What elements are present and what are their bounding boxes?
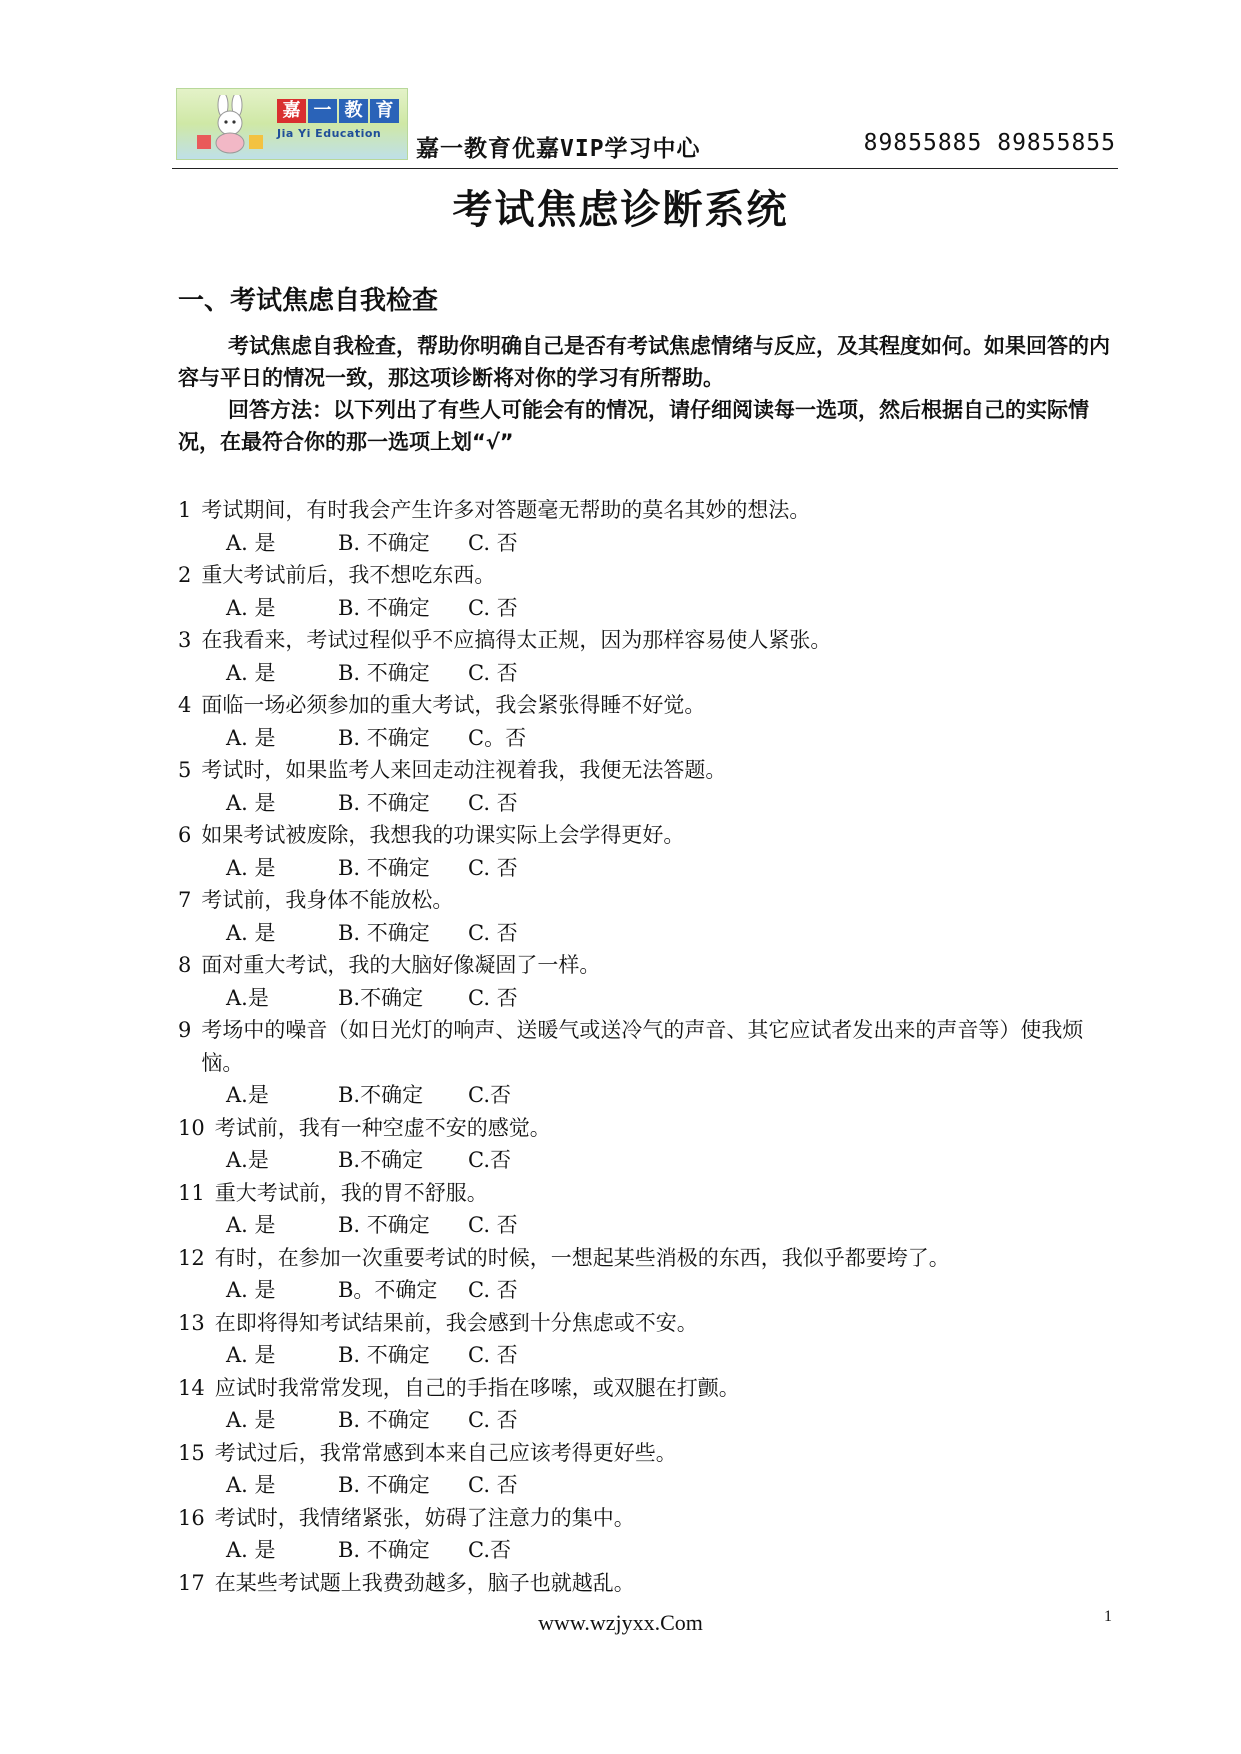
question-text: 考试前，我身体不能放松。 — [201, 888, 454, 912]
question-line — [178, 559, 1124, 592]
question-item — [178, 1242, 1124, 1307]
option-b[interactable]: B.不确定 — [338, 985, 424, 1010]
question-text: 面临一场必须参加的重大考试，我会紧张得睡不好觉。 — [201, 693, 706, 717]
option-a[interactable]: A. 是 — [226, 790, 276, 815]
question-number: 1 — [178, 498, 192, 522]
option-c[interactable]: C. 否 — [468, 530, 518, 555]
answer-options — [178, 1404, 1124, 1437]
question-item — [178, 949, 1124, 1014]
option-b[interactable]: B. 不确定 — [338, 920, 430, 945]
option-c[interactable]: C. 否 — [468, 595, 518, 620]
option-b[interactable]: B. 不确定 — [338, 595, 430, 620]
question-line — [178, 1112, 1124, 1145]
page-number: 1 — [1104, 1608, 1112, 1625]
option-b[interactable]: B。不确定 — [338, 1278, 438, 1302]
question-item — [178, 1437, 1124, 1502]
question-text: 在即将得知考试结果前，我会感到十分焦虑或不安。 — [214, 1310, 698, 1335]
option-a[interactable]: A. 是 — [226, 1213, 276, 1237]
question-list — [178, 494, 1124, 1599]
option-b[interactable]: B. 不确定 — [338, 1473, 430, 1497]
question-item — [178, 819, 1124, 884]
question-text: 重大考试前，我的胃不舒服。 — [214, 1180, 488, 1205]
question-item — [178, 884, 1124, 949]
answer-options — [178, 1144, 1124, 1177]
option-b[interactable]: B. 不确定 — [338, 1343, 430, 1367]
answer-options — [178, 722, 1124, 755]
option-a[interactable]: A. 是 — [226, 920, 276, 945]
question-number: 2 — [178, 563, 192, 587]
answer-options — [178, 527, 1124, 560]
question-line — [178, 1014, 1124, 1079]
question-item — [178, 624, 1124, 689]
question-text: 考试期间，有时我会产生许多对答题毫无帮助的莫名其妙的想法。 — [201, 498, 811, 522]
answer-options — [178, 1079, 1124, 1112]
answer-options — [178, 1209, 1124, 1242]
answer-options — [178, 1274, 1124, 1307]
question-text: 应试时我常常发现，自己的手指在哆嗦，或双腿在打颤。 — [214, 1375, 740, 1400]
option-c[interactable]: C. 否 — [468, 855, 518, 880]
question-text: 考场中的噪音（如日光灯的响声、送暖气或送冷气的声音、其它应试者发出来的声音等）使我烦恼。 — [201, 1018, 1084, 1075]
question-line — [178, 1567, 1124, 1600]
question-text: 如果考试被废除，我想我的功课实际上会学得更好。 — [201, 823, 685, 847]
question-line — [178, 689, 1124, 722]
question-number: 16 — [178, 1505, 205, 1530]
question-number: 4 — [178, 693, 192, 717]
answer-options — [178, 592, 1124, 625]
question-number: 6 — [178, 823, 192, 847]
logo-subtitle: Jia Yi Education — [277, 127, 382, 140]
option-c[interactable]: C. 否 — [468, 985, 518, 1010]
center-name: 嘉一教育优嘉VIP学习中心 — [416, 136, 701, 162]
question-line — [178, 819, 1124, 852]
option-a[interactable]: A. 是 — [226, 595, 276, 620]
question-line — [178, 1307, 1124, 1340]
option-b[interactable]: B.不确定 — [338, 1083, 424, 1107]
option-c[interactable]: C.否 — [468, 1538, 511, 1562]
question-item — [178, 1014, 1124, 1112]
option-a[interactable]: A. 是 — [226, 1343, 276, 1367]
option-a[interactable]: A. 是 — [226, 1473, 276, 1497]
option-c[interactable]: C. 否 — [468, 920, 518, 945]
intro-text — [178, 330, 1118, 458]
question-item — [178, 1307, 1124, 1372]
option-b[interactable]: B. 不确定 — [338, 1213, 430, 1237]
question-text: 有时，在参加一次重要考试的时候，一想起某些消极的东西，我似乎都要垮了。 — [214, 1245, 950, 1270]
option-a[interactable]: A. 是 — [226, 660, 276, 685]
option-b[interactable]: B. 不确定 — [338, 530, 430, 555]
option-b[interactable]: B. 不确定 — [338, 1408, 430, 1432]
option-a[interactable]: A.是 — [226, 985, 269, 1010]
option-c[interactable]: C. 否 — [468, 1213, 518, 1237]
question-line — [178, 1177, 1124, 1210]
answer-options — [178, 1534, 1124, 1567]
option-a[interactable]: A. 是 — [226, 1408, 276, 1432]
option-b[interactable]: B. 不确定 — [338, 1538, 430, 1562]
question-number: 7 — [178, 888, 192, 912]
option-a[interactable]: A.是 — [226, 1148, 269, 1172]
question-item — [178, 1177, 1124, 1242]
question-number: 11 — [178, 1180, 205, 1205]
option-b[interactable]: B.不确定 — [338, 1148, 424, 1172]
question-text: 在某些考试题上我费劲越多，脑子也就越乱。 — [214, 1570, 635, 1595]
question-item — [178, 1502, 1124, 1567]
option-a[interactable]: A. 是 — [226, 1278, 276, 1302]
question-item — [178, 559, 1124, 624]
option-a[interactable]: A. 是 — [226, 530, 276, 555]
question-number: 12 — [178, 1245, 205, 1270]
question-text: 考试时，我情绪紧张，妨碍了注意力的集中。 — [214, 1505, 635, 1530]
option-b[interactable]: B. 不确定 — [338, 790, 430, 815]
intro-paragraph: 考试焦虑自我检查，帮助你明确自己是否有考试焦虑情绪与反应，及其程度如何。如果回答的内容与平日的情况一致，那这项诊断将对你的学习有所帮助。 — [178, 334, 1110, 390]
option-c[interactable]: C. 否 — [468, 660, 518, 685]
option-a[interactable]: A. 是 — [226, 1538, 276, 1562]
question-item — [178, 1112, 1124, 1177]
jiayi-logo — [176, 88, 408, 160]
answer-options — [178, 982, 1124, 1015]
logo-brand-text: 嘉 一 教 育 — [277, 99, 399, 123]
question-text: 重大考试前后，我不想吃东西。 — [201, 563, 496, 587]
answer-options — [178, 657, 1124, 690]
question-line — [178, 494, 1124, 527]
question-item — [178, 754, 1124, 819]
section-heading: 一、考试焦虑自我检查 — [178, 286, 439, 316]
option-b[interactable]: B. 不确定 — [338, 660, 430, 685]
option-c[interactable]: C.否 — [468, 1083, 511, 1107]
answer-options — [178, 787, 1124, 820]
question-text: 考试时，如果监考人来回走动注视着我，我便无法答题。 — [201, 758, 727, 782]
answer-options — [178, 1339, 1124, 1372]
question-line — [178, 624, 1124, 657]
question-text: 面对重大考试，我的大脑好像凝固了一样。 — [201, 953, 601, 977]
page-header — [176, 88, 1116, 168]
question-number: 5 — [178, 758, 192, 782]
question-text: 考试过后，我常常感到本来自己应该考得更好些。 — [214, 1440, 677, 1465]
option-c[interactable]: C. 否 — [468, 790, 518, 815]
option-a[interactable]: A. 是 — [226, 725, 276, 750]
question-number: 3 — [178, 628, 192, 652]
option-c[interactable]: C. 否 — [468, 1278, 518, 1302]
option-c[interactable]: C. 否 — [468, 1408, 518, 1432]
bunny-mascot-icon — [193, 95, 267, 155]
question-item — [178, 1372, 1124, 1437]
question-item — [178, 494, 1124, 559]
option-a[interactable]: A.是 — [226, 1083, 269, 1107]
question-text: 考试前，我有一种空虚不安的感觉。 — [214, 1115, 551, 1140]
question-line — [178, 1502, 1124, 1535]
question-item — [178, 689, 1124, 754]
document-title: 考试焦虑诊断系统 — [452, 187, 789, 233]
answer-options — [178, 1469, 1124, 1502]
header-divider — [172, 168, 1118, 169]
footer-url: www.wzjyxx.Com — [538, 1610, 703, 1635]
question-number: 10 — [178, 1115, 205, 1140]
question-line — [178, 1437, 1124, 1470]
instructions-paragraph: 回答方法：以下列出了有些人可能会有的情况，请仔细阅读每一选项，然后根据自己的实际情况，在最符合你的那一选项上划“√” — [178, 398, 1089, 454]
question-number: 17 — [178, 1570, 205, 1595]
question-number: 9 — [178, 1018, 192, 1042]
option-b[interactable]: B. 不确定 — [338, 855, 430, 880]
option-a[interactable]: A. 是 — [226, 855, 276, 880]
question-line — [178, 754, 1124, 787]
phone-numbers: 89855885 89855855 — [863, 130, 1116, 156]
option-c[interactable]: C. 否 — [468, 1473, 518, 1497]
question-line — [178, 884, 1124, 917]
question-number: 13 — [178, 1310, 205, 1335]
option-c[interactable]: C.否 — [468, 1148, 511, 1172]
question-line — [178, 949, 1124, 982]
option-c[interactable]: C. 否 — [468, 1343, 518, 1367]
answer-options — [178, 852, 1124, 885]
answer-options — [178, 917, 1124, 950]
question-text: 在我看来，考试过程似乎不应搞得太正规，因为那样容易使人紧张。 — [201, 628, 832, 652]
question-line — [178, 1372, 1124, 1405]
question-number: 15 — [178, 1440, 205, 1465]
question-line — [178, 1242, 1124, 1275]
question-number: 8 — [178, 953, 192, 977]
option-b[interactable]: B. 不确定 — [338, 725, 430, 750]
option-c[interactable]: C。否 — [468, 725, 527, 750]
question-number: 14 — [178, 1375, 205, 1400]
question-item — [178, 1567, 1124, 1600]
